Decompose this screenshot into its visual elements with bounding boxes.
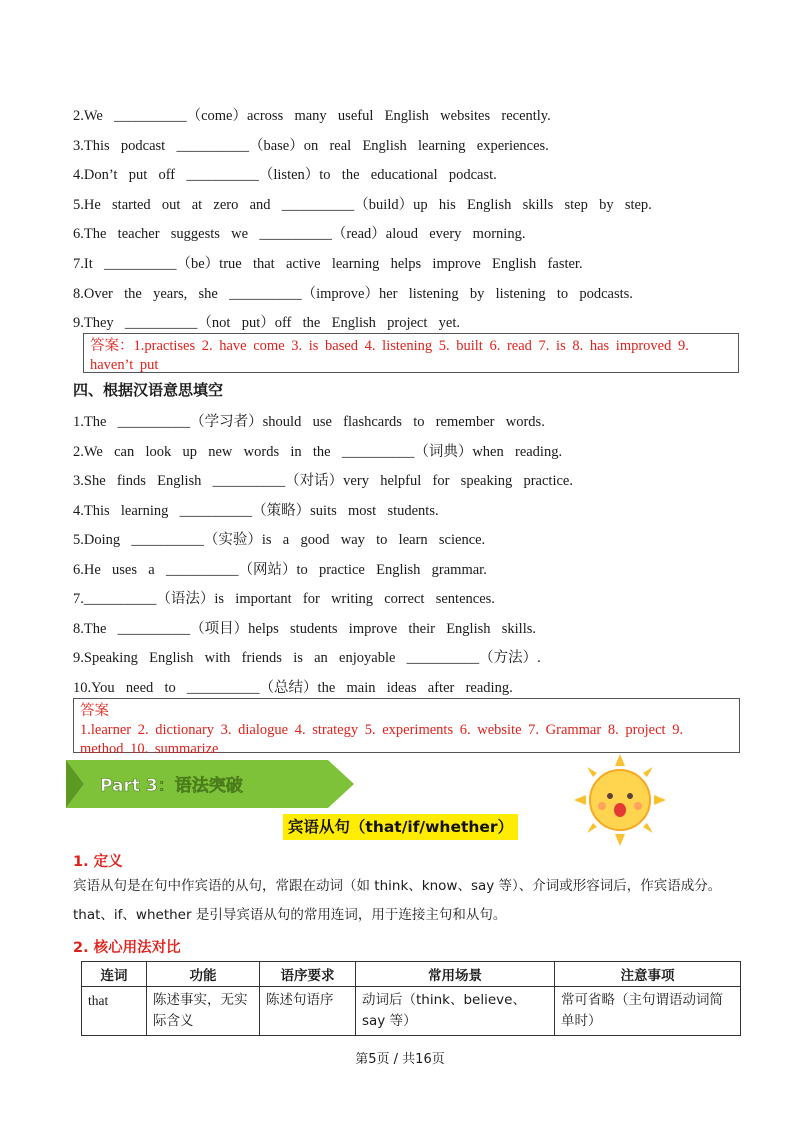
- exercise-line: 4.Don’t put off __________（listen）to the educational podcast.: [73, 167, 497, 183]
- table-header: 常用场景: [356, 962, 555, 987]
- exercise-line: 3.She finds English __________（对话）very helpful for speaking practice.: [73, 473, 573, 489]
- table-row: [82, 987, 741, 1036]
- exercise-line: 5.He started out at zero and __________（build）up his English skills step by step.: [73, 197, 652, 213]
- answer-box: [73, 698, 740, 757]
- page-footer: 第5页 / 共16页: [355, 1052, 445, 1067]
- table-header-row: [82, 962, 741, 987]
- part-banner: [66, 758, 356, 810]
- exercise-line: 2.We can look up new words in the __________（词典）when reading.: [73, 444, 563, 460]
- exercise-line: 8.Over the years, she __________（improve）her listening by listening to podcasts.: [73, 286, 633, 302]
- exercise-line: 5.Doing __________（实验）is a good way to learn science.: [73, 532, 486, 548]
- answer-text: 答案：1.practises 2. have come 3. is based 4. listening 5. built 6. read 7. is 8. has improved 9. haven’t put: [90, 338, 689, 373]
- exercise-line: 3.This podcast __________（base）on real English learning experiences.: [73, 138, 549, 154]
- table-cell: that: [82, 987, 147, 1036]
- exercise-line: 2.We __________（come）across many useful English websites recently.: [73, 108, 551, 124]
- table-header: 连词: [82, 962, 147, 987]
- exercise-line: 7.It __________（be）true that active learning helps improve English faster.: [73, 256, 583, 272]
- answer-text: 1.learner 2. dictionary 3. dialogue 4. strategy 5. experiments 6. website 7. Grammar 8. project 9. method 10. summarize: [80, 722, 684, 757]
- topic-title: 宾语从句（that/if/whether）: [287, 818, 514, 836]
- topic-title-highlight: [283, 814, 518, 840]
- definition-heading: 1. 定义: [73, 854, 123, 870]
- exercise-line: 1.The __________（学习者）should use flashcards to remember words.: [73, 414, 545, 430]
- exercise-line: 6.The teacher suggests we __________（read）aloud every morning.: [73, 226, 526, 242]
- table-header: 功能: [147, 962, 260, 987]
- sun-icon: [572, 752, 668, 848]
- exercise-line: 7.__________（语法）is important for writing correct sentences.: [73, 591, 495, 607]
- exercise-line: 9.They __________（not put）off the English project yet.: [73, 315, 460, 331]
- definition-text: 宾语从句是在句中作宾语的从句，常跟在动词（如 think、know、say 等）、介词或形容词后，作宾语成分。that、if、whether 是引导宾语从句的常用连词，用于连接主句和从句。: [73, 878, 722, 923]
- table-cell: 陈述句语序: [260, 987, 356, 1036]
- table-cell: 常可省略（主句谓语动词简单时）: [555, 987, 741, 1036]
- usage-heading: 2. 核心用法对比: [73, 940, 181, 956]
- table-header: 语序要求: [260, 962, 356, 987]
- exercise-line: 9.Speaking English with friends is an enjoyable __________（方法）.: [73, 650, 541, 666]
- table-cell: 动词后（think、believe、say 等）: [356, 987, 555, 1036]
- answer-label: 答案: [80, 703, 109, 719]
- exercise-line: 6.He uses a __________（网站）to practice English grammar.: [73, 562, 487, 578]
- banner-arrow-shape: [66, 758, 356, 810]
- exercise-line: 10.You need to __________（总结）the main ideas after reading.: [73, 680, 513, 696]
- table-cell: 陈述事实，无实际含义: [147, 987, 260, 1036]
- section-heading: 四、根据汉语意思填空: [73, 381, 224, 399]
- usage-table: [81, 961, 741, 1036]
- exercise-line: 4.This learning __________（策略）suits most students.: [73, 503, 439, 519]
- banner-label: Part 3：语法突破: [100, 776, 243, 796]
- table-header: 注意事项: [555, 962, 741, 987]
- exercise-line: 8.The __________（项目）helps students improve their English skills.: [73, 621, 536, 637]
- answer-box: [83, 333, 739, 373]
